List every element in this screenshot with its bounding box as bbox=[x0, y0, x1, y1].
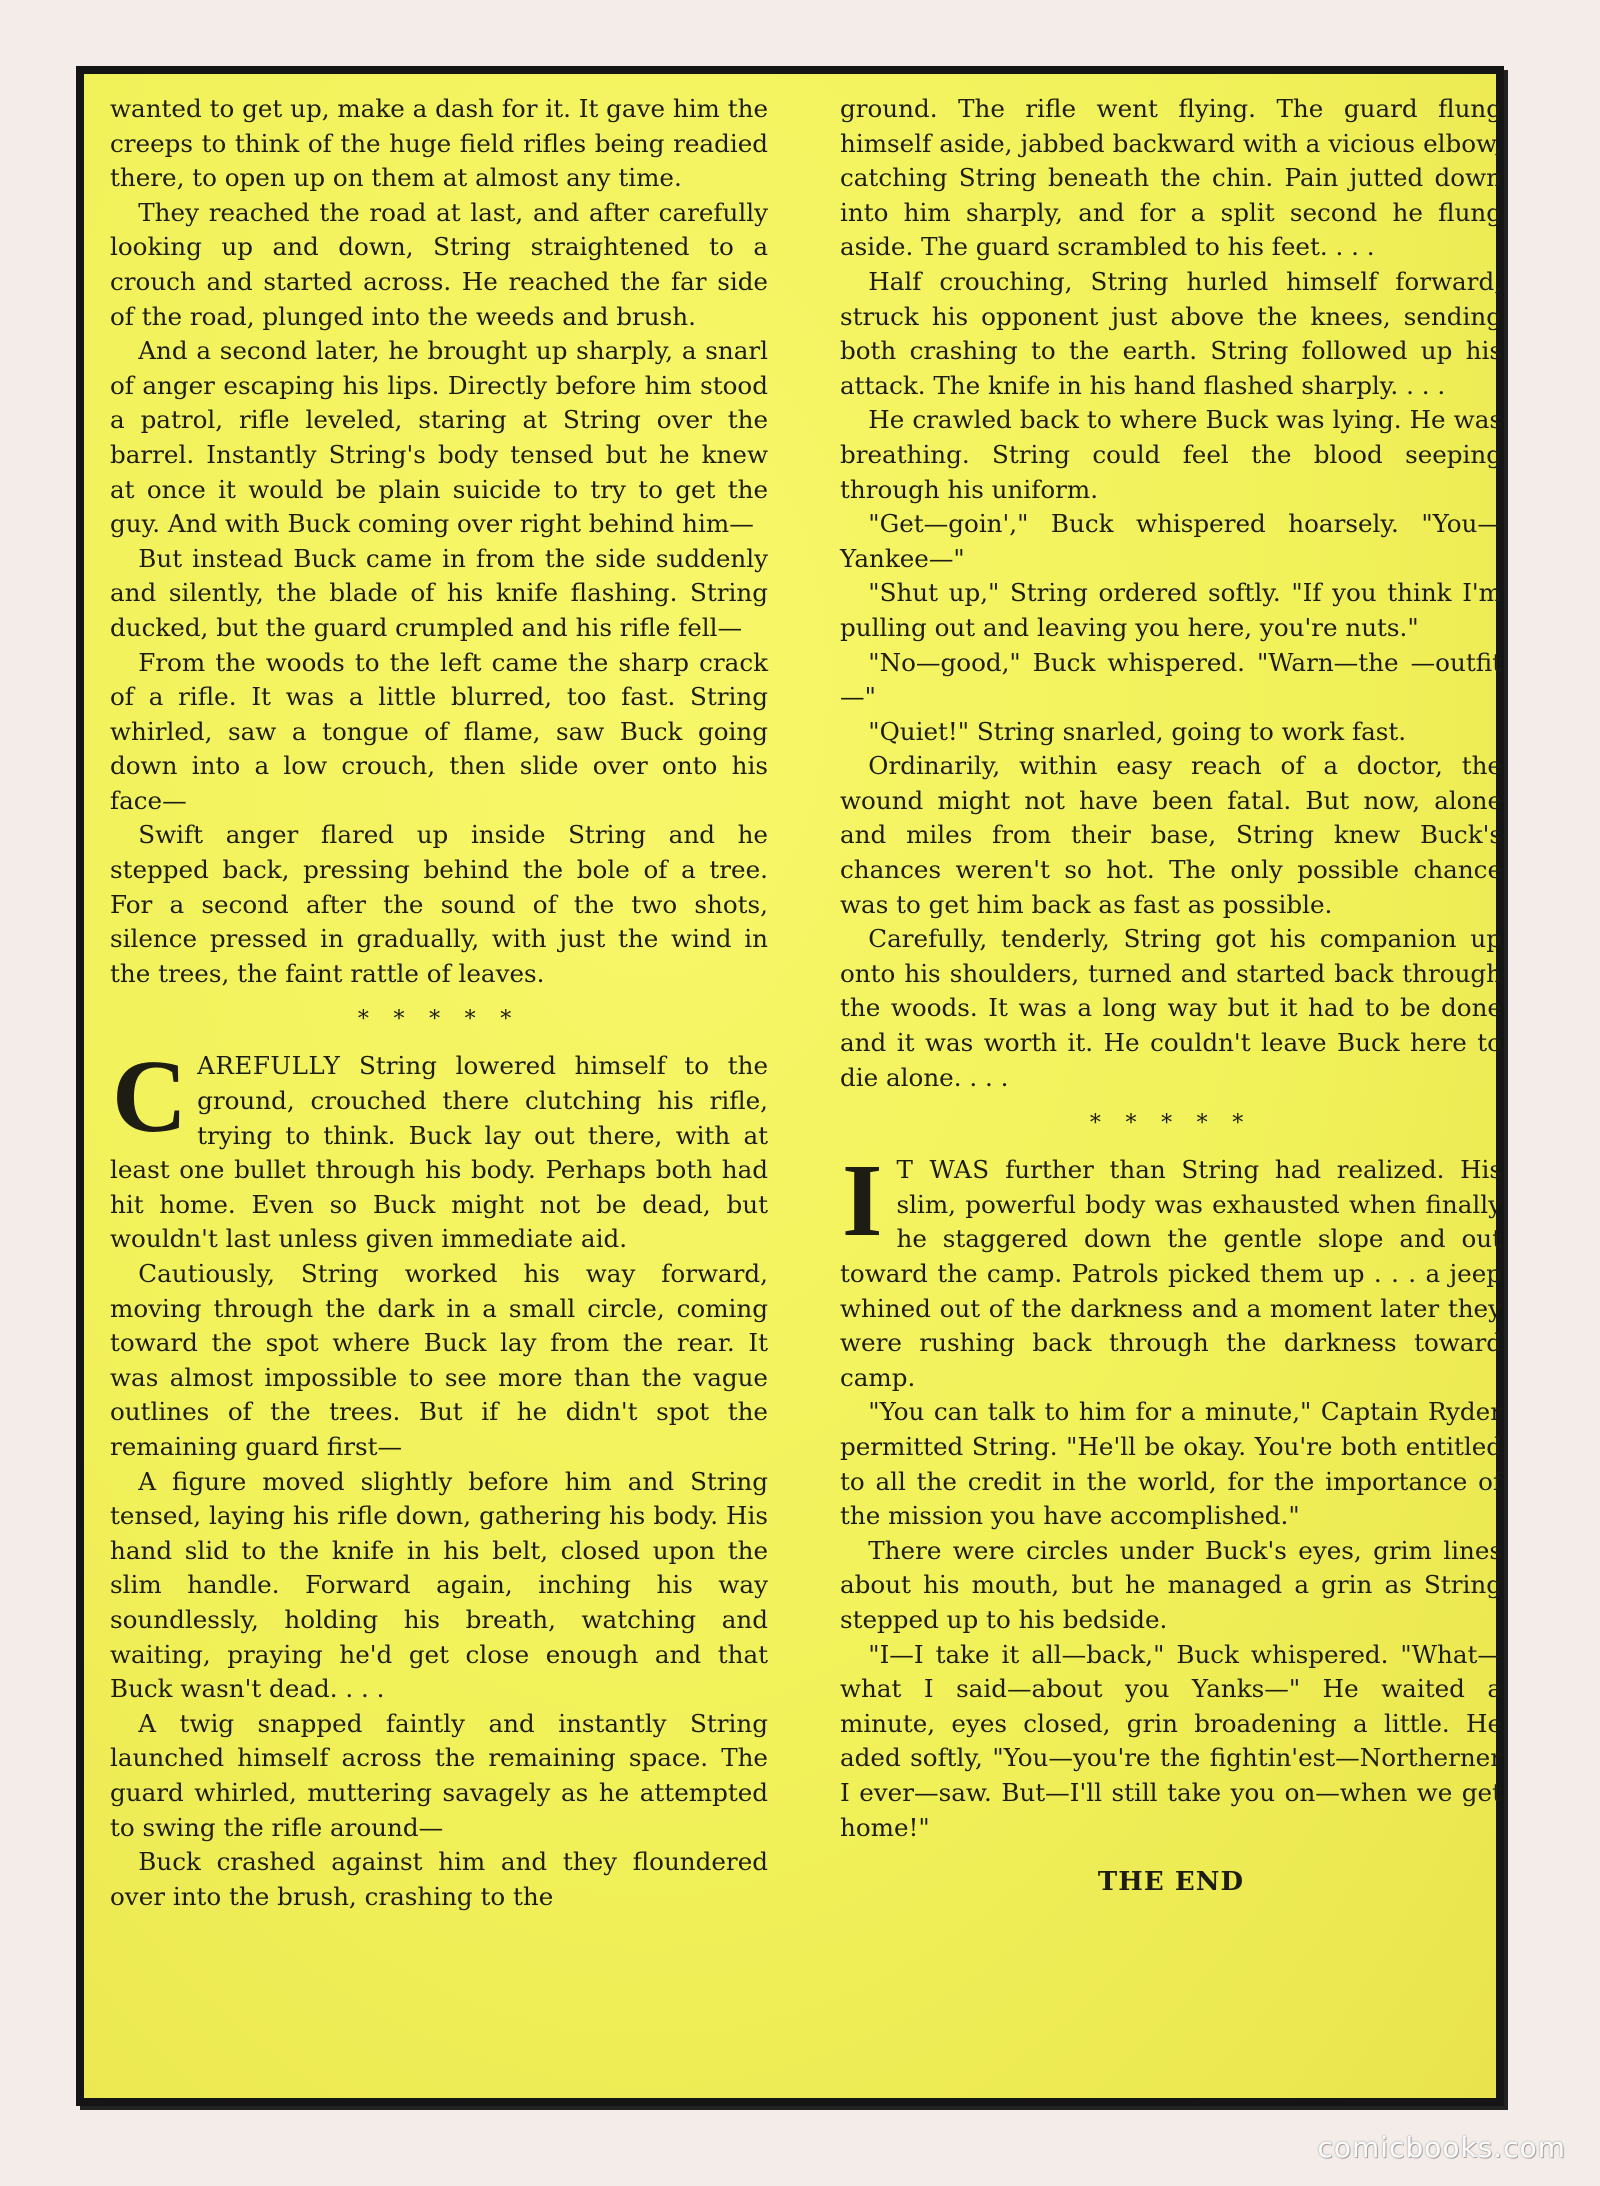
watermark-text: comicbooks.com bbox=[1317, 2131, 1566, 2164]
paragraph: "Quiet!" String snarled, going to work fast. bbox=[868, 716, 1407, 746]
paragraph: A twig snapped faintly and instantly String launched himself across the remaining space. The guard whirled, muttering savagely as he attempted to swing the rifle around— bbox=[110, 1708, 768, 1842]
paragraph: ground. The rifle went flying. The guard flung himself aside, jabbed backward with a vicious elbow, catching String beneath the chin. Pain jutted down into him sharply, and for a split second he flung aside. The guard scrambled to his feet. . . . bbox=[840, 94, 1502, 262]
section-opening-paragraph bbox=[110, 1039, 768, 1257]
paragraph: "Shut up," String ordered softly. "If you think I'm pulling out and leaving you here, you're nuts." bbox=[840, 578, 1502, 642]
paragraph: But instead Buck came in from the side suddenly and silently, the blade of his knife flashing. String ducked, but the guard crumpled and his rifle fell— bbox=[110, 543, 768, 642]
paragraph: Cautiously, String worked his way forward, moving through the dark in a small circle, coming toward the spot where Buck lay from the rear. It was almost impossible to see more than the vague outlines of the trees. But if he didn't spot the remaining guard first— bbox=[110, 1259, 768, 1461]
drop-cap-letter: C bbox=[112, 1039, 188, 1155]
paragraph: Carefully, tenderly, String got his companion up onto his shoulders, turned and started back through the woods. It was a long way but it had to be done and it was worth it. He couldn't leave Buck here to die alone. . . . bbox=[840, 924, 1502, 1092]
the-end-label: THE END bbox=[1097, 1867, 1245, 1898]
paragraph: A figure moved slightly before him and String tensed, laying his rifle down, gathering his body. His hand slid to the knife in his belt, closed upon the slim handle. Forward again, inching his way soundlessly, holding his breath, watching and waiting, praying he'd get close enough and that Buck wasn't dead. . . . bbox=[110, 1466, 768, 1704]
lead-in-caps: AREFULLY bbox=[197, 1051, 341, 1081]
paragraph: "No—good," Buck whispered. "Warn—the —outfit—" bbox=[840, 647, 1502, 712]
paragraph: "Get—goin'," Buck whispered hoarsely. "You—Yankee—" bbox=[840, 509, 1502, 573]
text-column-left bbox=[110, 92, 768, 1914]
paragraph: Half crouching, String hurled himself forward, struck his opponent just above the knees, sending both crashing to the earth. String followed up his attack. The knife in his hand flashed sharply. . . . bbox=[840, 266, 1502, 400]
paragraph: From the woods to the left came the sharp crack of a rifle. It was a little blurred, too fast. String whirled, saw a tongue of flame, saw Buck going down into a low crouch, then slide over onto his face— bbox=[110, 647, 768, 815]
story-panel bbox=[76, 66, 1504, 2106]
paragraph: "You can talk to him for a minute," Captain Ryder permitted String. "He'll be okay. You're both entitled to all the credit in the world, for the importance of the mission you have accomplished." bbox=[840, 1397, 1502, 1531]
paragraph: Ordinarily, within easy reach of a doctor, the wound might not have been fatal. But now, alone and miles from their base, String knew Buck's chances weren't so hot. The only possible chance was to get him back as fast as possible. bbox=[840, 751, 1502, 919]
paragraph: He crawled back to where Buck was lying. He was breathing. String could feel the blood seeping through his uniform. bbox=[840, 405, 1502, 504]
drop-cap-letter: I bbox=[842, 1143, 883, 1259]
text-column-right bbox=[840, 92, 1502, 1900]
section-opening-paragraph bbox=[840, 1143, 1502, 1395]
paragraph-text: String lowered himself to the ground, crouched there clutching his rifle, trying to think. Buck lay out there, with at least one bullet through his body. Perhaps both had hit home. Even so Buck might not be dead, but wouldn't last unless given immediate aid. bbox=[110, 1051, 768, 1254]
paragraph: And a second later, he brought up sharply, a snarl of anger escaping his lips. Directly before him stood a patrol, rifle leveled, staring at String over the barrel. Instantly String's body tensed but he knew at once it would be plain suicide to try to get the guy. And with Buck coming over right behind him— bbox=[110, 336, 768, 539]
paragraph: They reached the road at last, and after carefully looking up and down, String straightened to a crouch and started across. He reached the far side of the road, plunged into the weeds and brush. bbox=[110, 197, 768, 331]
paragraph: There were circles under Buck's eyes, grim lines about his mouth, but he managed a grin as String stepped up to his bedside. bbox=[840, 1535, 1502, 1634]
paragraph-text: further than String had realized. His slim, powerful body was exhausted when finally he staggered down the gentle slope and out toward the camp. Patrols picked them up . . . a jeep whined out of the darkness and a moment later they were rushing back through the darkness toward camp. bbox=[840, 1155, 1502, 1392]
section-break-stars: * * * * * bbox=[357, 1007, 521, 1033]
paragraph: Swift anger flared up inside String and he stepped back, pressing behind the bole of a tree. For a second after the sound of the two shots, silence pressed in gradually, with just the wind in the trees, the faint rattle of leaves. bbox=[110, 820, 768, 988]
paragraph: Buck crashed against him and they floundered over into the brush, crashing to the bbox=[110, 1847, 768, 1911]
lead-in-caps: T WAS bbox=[896, 1155, 990, 1185]
section-break-stars: * * * * * bbox=[1089, 1111, 1253, 1137]
paragraph: "I—I take it all—back," Buck whispered. "What—what I said—about you Yanks—" He waited a minute, eyes closed, grin broadening a little. He aded softly, "You—you're the fightin'est—Northerner I ever—saw. But—I'll still take you on—when we get home!" bbox=[840, 1639, 1502, 1842]
paragraph: wanted to get up, make a dash for it. It gave him the creeps to think of the huge field rifles being readied there, to open up on them at almost any time. bbox=[110, 94, 768, 193]
